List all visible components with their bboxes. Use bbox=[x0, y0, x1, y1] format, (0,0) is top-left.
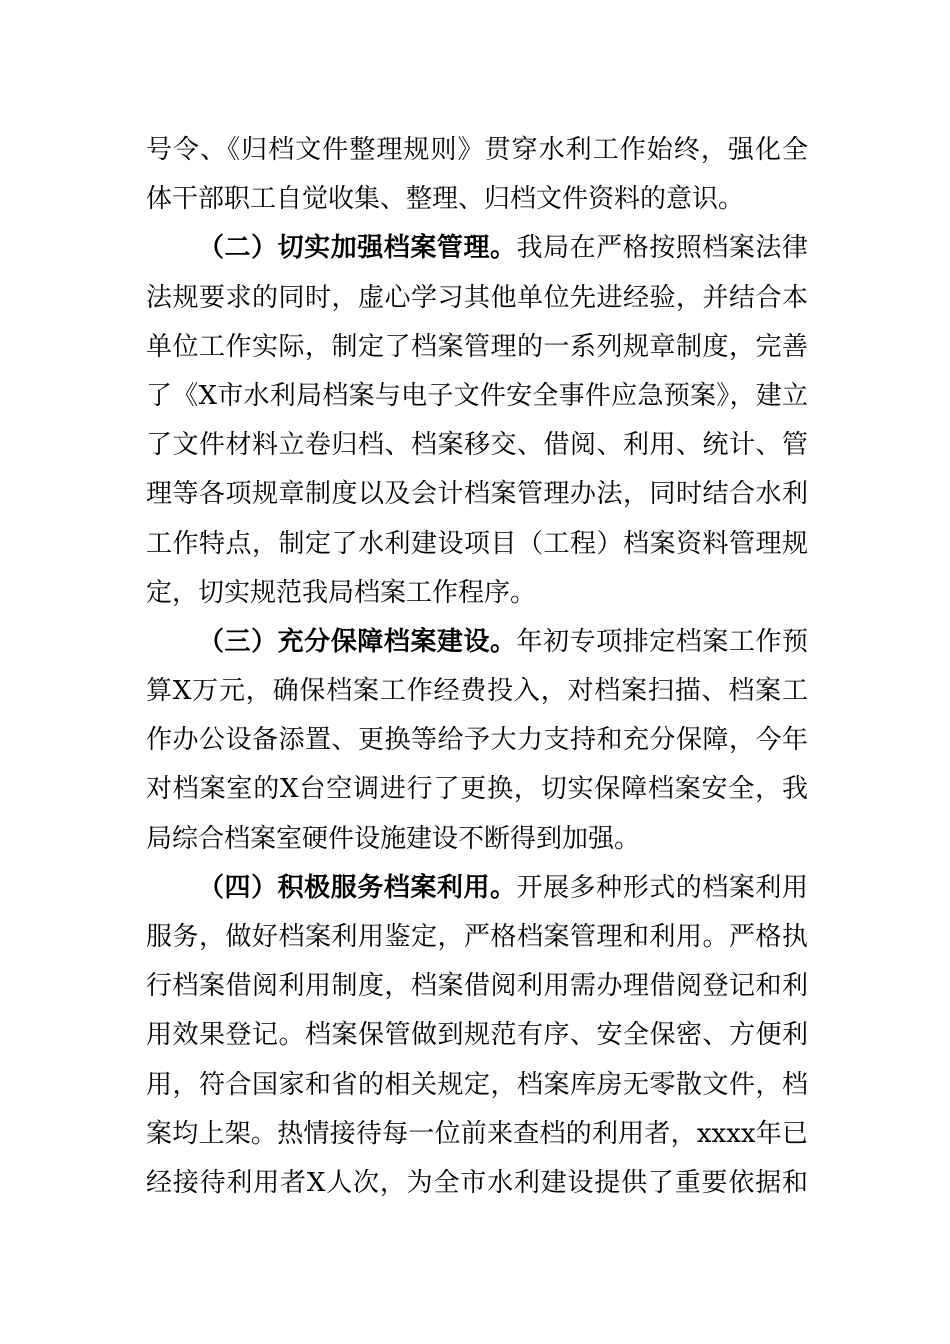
paragraph-2-line-1 bbox=[146, 224, 808, 273]
paragraph-2-line-5: 了文件材料立卷归档、档案移交、借阅、利用、统计、管 bbox=[146, 430, 808, 461]
paragraph-2-heading: （二）切实加强档案管理。 bbox=[198, 233, 517, 264]
paragraph-2-line-7: 工作特点，制定了水利建设项目（工程）档案资料管理规 bbox=[146, 528, 808, 559]
paragraph-3-line-5: 局综合档案室硬件设施建设不断得到加强。 bbox=[146, 823, 641, 854]
paragraph-1-line-1: 号令、《归档文件整理规则》贯穿水利工作始终，强化全 bbox=[146, 135, 808, 165]
paragraph-2-line-8: 定，切实规范我局档案工作程序。 bbox=[146, 577, 537, 608]
paragraph-4-line-3: 行档案借阅利用制度，档案借阅利用需办理借阅登记和利 bbox=[146, 971, 808, 1002]
paragraph-2-line-6: 理等各项规章制度以及会计档案管理办法，同时结合水利 bbox=[146, 479, 808, 510]
paragraph-4-line-2: 服务，做好档案利用鉴定，严格档案管理和利用。严格执 bbox=[146, 922, 808, 952]
paragraph-3-line-1-text: 年初专项排定档案工作预 bbox=[516, 626, 808, 657]
paragraph-4-line-5: 用，符合国家和省的相关规定，档案库房无零散文件，档 bbox=[146, 1069, 808, 1100]
paragraph-3-heading: （三）充分保障档案建设。 bbox=[198, 626, 517, 657]
paragraph-3-line-3: 作办公设备添置、更换等给予大力支持和充分保障，今年 bbox=[146, 725, 808, 756]
paragraph-2-line-4: 了《X市水利局档案与电子文件安全事件应急预案》，建立 bbox=[146, 380, 808, 411]
paragraph-3-line-1 bbox=[146, 618, 808, 667]
paragraph-4-line-1 bbox=[146, 864, 808, 913]
paragraph-2-line-2: 法规要求的同时，虚心学习其他单位先进经验，并结合本 bbox=[146, 282, 808, 313]
paragraph-4-line-6: 案均上架。热情接待每一位前来查档的利用者，xxxx年已 bbox=[146, 1118, 808, 1149]
document-body bbox=[146, 126, 808, 1208]
paragraph-4-heading: （四）积极服务档案利用。 bbox=[198, 872, 517, 903]
paragraph-1-line-2: 体干部职工自觉收集、整理、归档文件资料的意识。 bbox=[146, 184, 745, 215]
paragraph-3-line-2: 算X万元，确保档案工作经费投入，对档案扫描、档案工 bbox=[146, 676, 808, 707]
paragraph-4-line-7: 经接待利用者X人次，为全市水利建设提供了重要依据和 bbox=[146, 1167, 808, 1198]
paragraph-2-line-3: 单位工作实际，制定了档案管理的一系列规章制度，完善 bbox=[146, 331, 808, 362]
paragraph-4-line-4: 用效果登记。档案保管做到规范有序、安全保密、方便利 bbox=[146, 1020, 808, 1051]
paragraph-2-line-1-text: 我局在严格按照档案法律 bbox=[516, 233, 808, 264]
paragraph-3-line-4: 对档案室的X台空调进行了更换，切实保障档案安全，我 bbox=[146, 774, 808, 805]
paragraph-4-line-1-text: 开展多种形式的档案利用 bbox=[516, 872, 808, 903]
